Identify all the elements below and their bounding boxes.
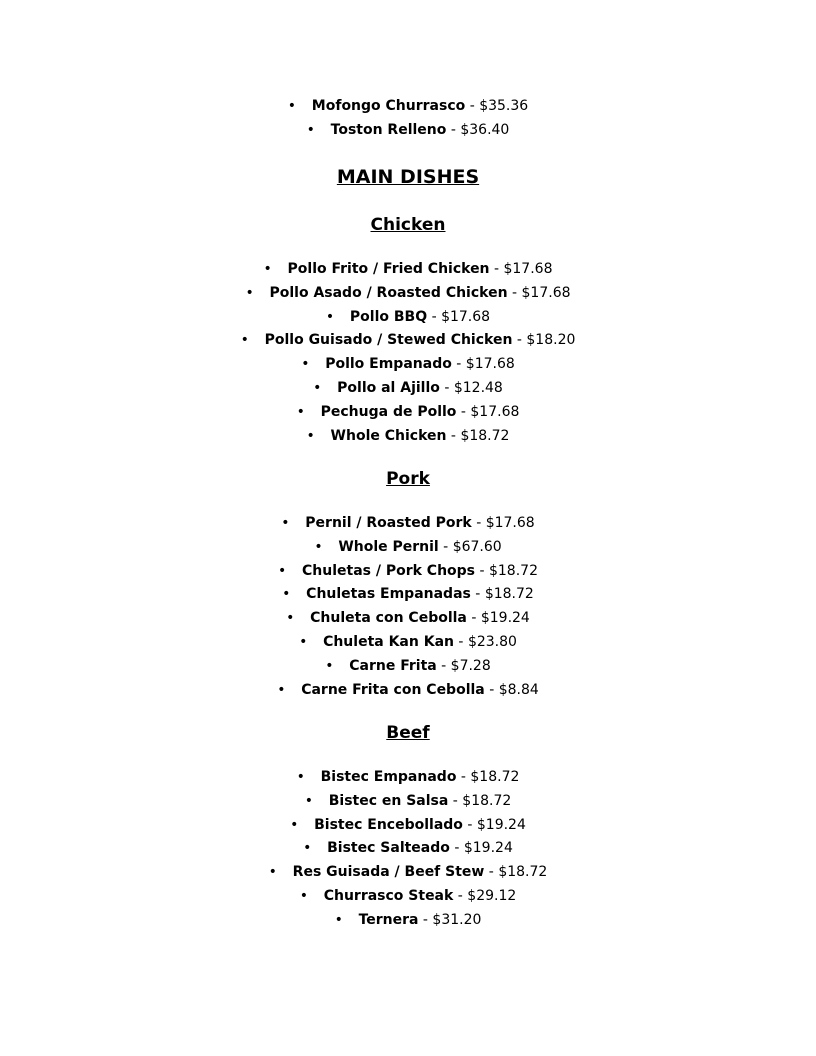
beef-heading: Beef — [386, 723, 430, 743]
list-item: • Pollo Empanado - $17.68 — [0, 353, 816, 377]
main-dishes-heading: MAIN DISHES — [336, 166, 480, 188]
item-name: Toston Relleno — [330, 121, 447, 138]
item-price: $23.80 — [467, 633, 517, 650]
item-name: Chuleta Kan Kan — [323, 633, 454, 650]
item-price: $29.12 — [467, 887, 517, 904]
item-name: Bistec Salteado — [327, 840, 450, 857]
list-item: • Churrasco Steak - $29.12 — [0, 885, 816, 909]
item-name: Pollo BBQ — [349, 308, 428, 325]
top-item-list — [0, 95, 816, 143]
item-name: Pollo Asado / Roasted Chicken — [269, 284, 508, 301]
list-item: • Mofongo Churrasco - $35.36 — [0, 95, 816, 119]
item-price: $17.68 — [441, 308, 491, 325]
bullet-icon: • — [314, 538, 323, 555]
list-item: • Carne Frita - $7.28 — [0, 655, 816, 679]
item-name: Chuletas / Pork Chops — [302, 562, 476, 579]
bullet-icon: • — [325, 308, 335, 325]
list-item: • Bistec Encebollado - $19.24 — [0, 814, 816, 838]
item-price: $8.84 — [498, 681, 539, 698]
bullet-icon: • — [299, 633, 308, 650]
item-price: $17.68 — [485, 515, 535, 531]
bullet-icon: • — [325, 657, 334, 674]
list-item: • Carne Frita con Cebolla - $8.84 — [0, 679, 816, 703]
item-price: $36.40 — [460, 121, 510, 138]
item-price: $18.72 — [462, 792, 512, 809]
list-item: • Pechuga de Pollo - $17.68 — [0, 401, 816, 425]
bullet-icon: • — [306, 121, 315, 138]
item-name: Mofongo Churrasco — [311, 98, 466, 114]
item-price: $17.68 — [521, 284, 571, 301]
list-item: • Chuleta con Cebolla - $19.24 — [0, 607, 816, 631]
bullet-icon: • — [301, 356, 310, 373]
item-name: Whole Chicken — [330, 427, 447, 444]
bullet-icon: • — [299, 887, 308, 904]
item-price: $67.60 — [452, 538, 502, 555]
list-item: • Ternera - $31.20 — [0, 909, 816, 933]
bullet-icon: • — [290, 816, 299, 833]
bullet-icon: • — [277, 681, 286, 698]
list-item: • Bistec en Salsa - $18.72 — [0, 790, 816, 814]
bullet-icon: • — [334, 911, 343, 928]
bullet-icon: • — [263, 261, 272, 277]
item-price: $35.36 — [479, 98, 529, 114]
item-price: $18.20 — [526, 332, 576, 349]
bullet-icon: • — [286, 610, 295, 627]
item-price: $17.68 — [465, 356, 515, 373]
item-price: $17.68 — [503, 261, 553, 277]
bullet-icon: • — [245, 284, 254, 301]
bullet-icon: • — [296, 769, 305, 785]
item-name: Res Guisada / Beef Stew — [292, 864, 485, 881]
list-item: • Toston Relleno - $36.40 — [0, 119, 816, 143]
item-name: Churrasco Steak — [323, 887, 454, 904]
item-price: $7.28 — [450, 657, 491, 674]
item-price: $18.72 — [498, 864, 548, 881]
bullet-icon: • — [296, 403, 305, 420]
list-item: • Bistec Salteado - $19.24 — [0, 837, 816, 861]
list-item: • Chuletas Empanadas - $18.72 — [0, 583, 816, 607]
item-name: Pollo Frito / Fried Chicken — [287, 261, 490, 277]
item-name: Ternera — [358, 911, 419, 928]
item-name: Pechuga de Pollo — [320, 403, 457, 420]
list-item: • Pollo Asado / Roasted Chicken - $17.68 — [0, 282, 816, 306]
item-price: $17.68 — [470, 403, 520, 420]
bullet-icon: • — [268, 864, 277, 881]
bullet-icon: • — [306, 427, 315, 444]
item-price: $19.24 — [480, 610, 530, 627]
item-price: $19.24 — [463, 840, 513, 857]
list-item: • Pollo BBQ - $17.68 — [0, 306, 816, 330]
bullet-icon: • — [287, 98, 297, 114]
item-name: Pollo al Ajillo — [337, 379, 440, 396]
item-name: Chuletas Empanadas — [306, 586, 471, 603]
bullet-icon: • — [303, 840, 312, 857]
item-name: Pollo Empanado — [325, 356, 452, 373]
item-name: Pernil / Roasted Pork — [305, 515, 472, 531]
list-item: • Chuleta Kan Kan - $23.80 — [0, 631, 816, 655]
list-item: • Whole Chicken - $18.72 — [0, 425, 816, 449]
list-item: • Pernil / Roasted Pork - $17.68 — [0, 512, 816, 536]
item-price: $19.24 — [476, 816, 526, 833]
list-item: • Whole Pernil - $67.60 — [0, 536, 816, 560]
item-name: Carne Frita con Cebolla — [301, 681, 485, 698]
item-price: $31.20 — [432, 911, 482, 928]
chicken-heading: Chicken — [370, 215, 446, 235]
item-name: Pollo Guisado / Stewed Chicken — [264, 332, 513, 349]
pork-list — [0, 512, 816, 702]
item-name: Bistec Encebollado — [314, 816, 463, 833]
beef-list — [0, 766, 816, 933]
item-name: Carne Frita — [349, 657, 437, 674]
item-price: $18.72 — [484, 586, 534, 603]
bullet-icon: • — [304, 792, 313, 809]
list-item: • Chuletas / Pork Chops - $18.72 — [0, 560, 816, 584]
item-name: Chuleta con Cebolla — [310, 610, 467, 627]
bullet-icon: • — [282, 586, 291, 603]
item-price: $12.48 — [453, 379, 503, 396]
list-item: • Pollo al Ajillo - $12.48 — [0, 377, 816, 401]
list-item: • Pollo Frito / Fried Chicken - $17.68 — [0, 258, 816, 282]
item-name: Whole Pernil — [338, 538, 439, 555]
item-price: $18.72 — [460, 427, 510, 444]
list-item: • Res Guisada / Beef Stew - $18.72 — [0, 861, 816, 885]
item-name: Bistec Empanado — [320, 769, 457, 785]
chicken-list — [0, 258, 816, 448]
item-price: $18.72 — [470, 769, 520, 785]
item-price: $18.72 — [488, 562, 538, 579]
list-item: • Bistec Empanado - $18.72 — [0, 766, 816, 790]
bullet-icon: • — [313, 379, 322, 396]
bullet-icon: • — [278, 562, 287, 579]
list-item: • Pollo Guisado / Stewed Chicken - $18.20 — [0, 329, 816, 353]
item-name: Bistec en Salsa — [328, 792, 449, 809]
pork-heading: Pork — [386, 469, 430, 489]
bullet-icon: • — [240, 332, 249, 349]
bullet-icon: • — [281, 515, 290, 531]
